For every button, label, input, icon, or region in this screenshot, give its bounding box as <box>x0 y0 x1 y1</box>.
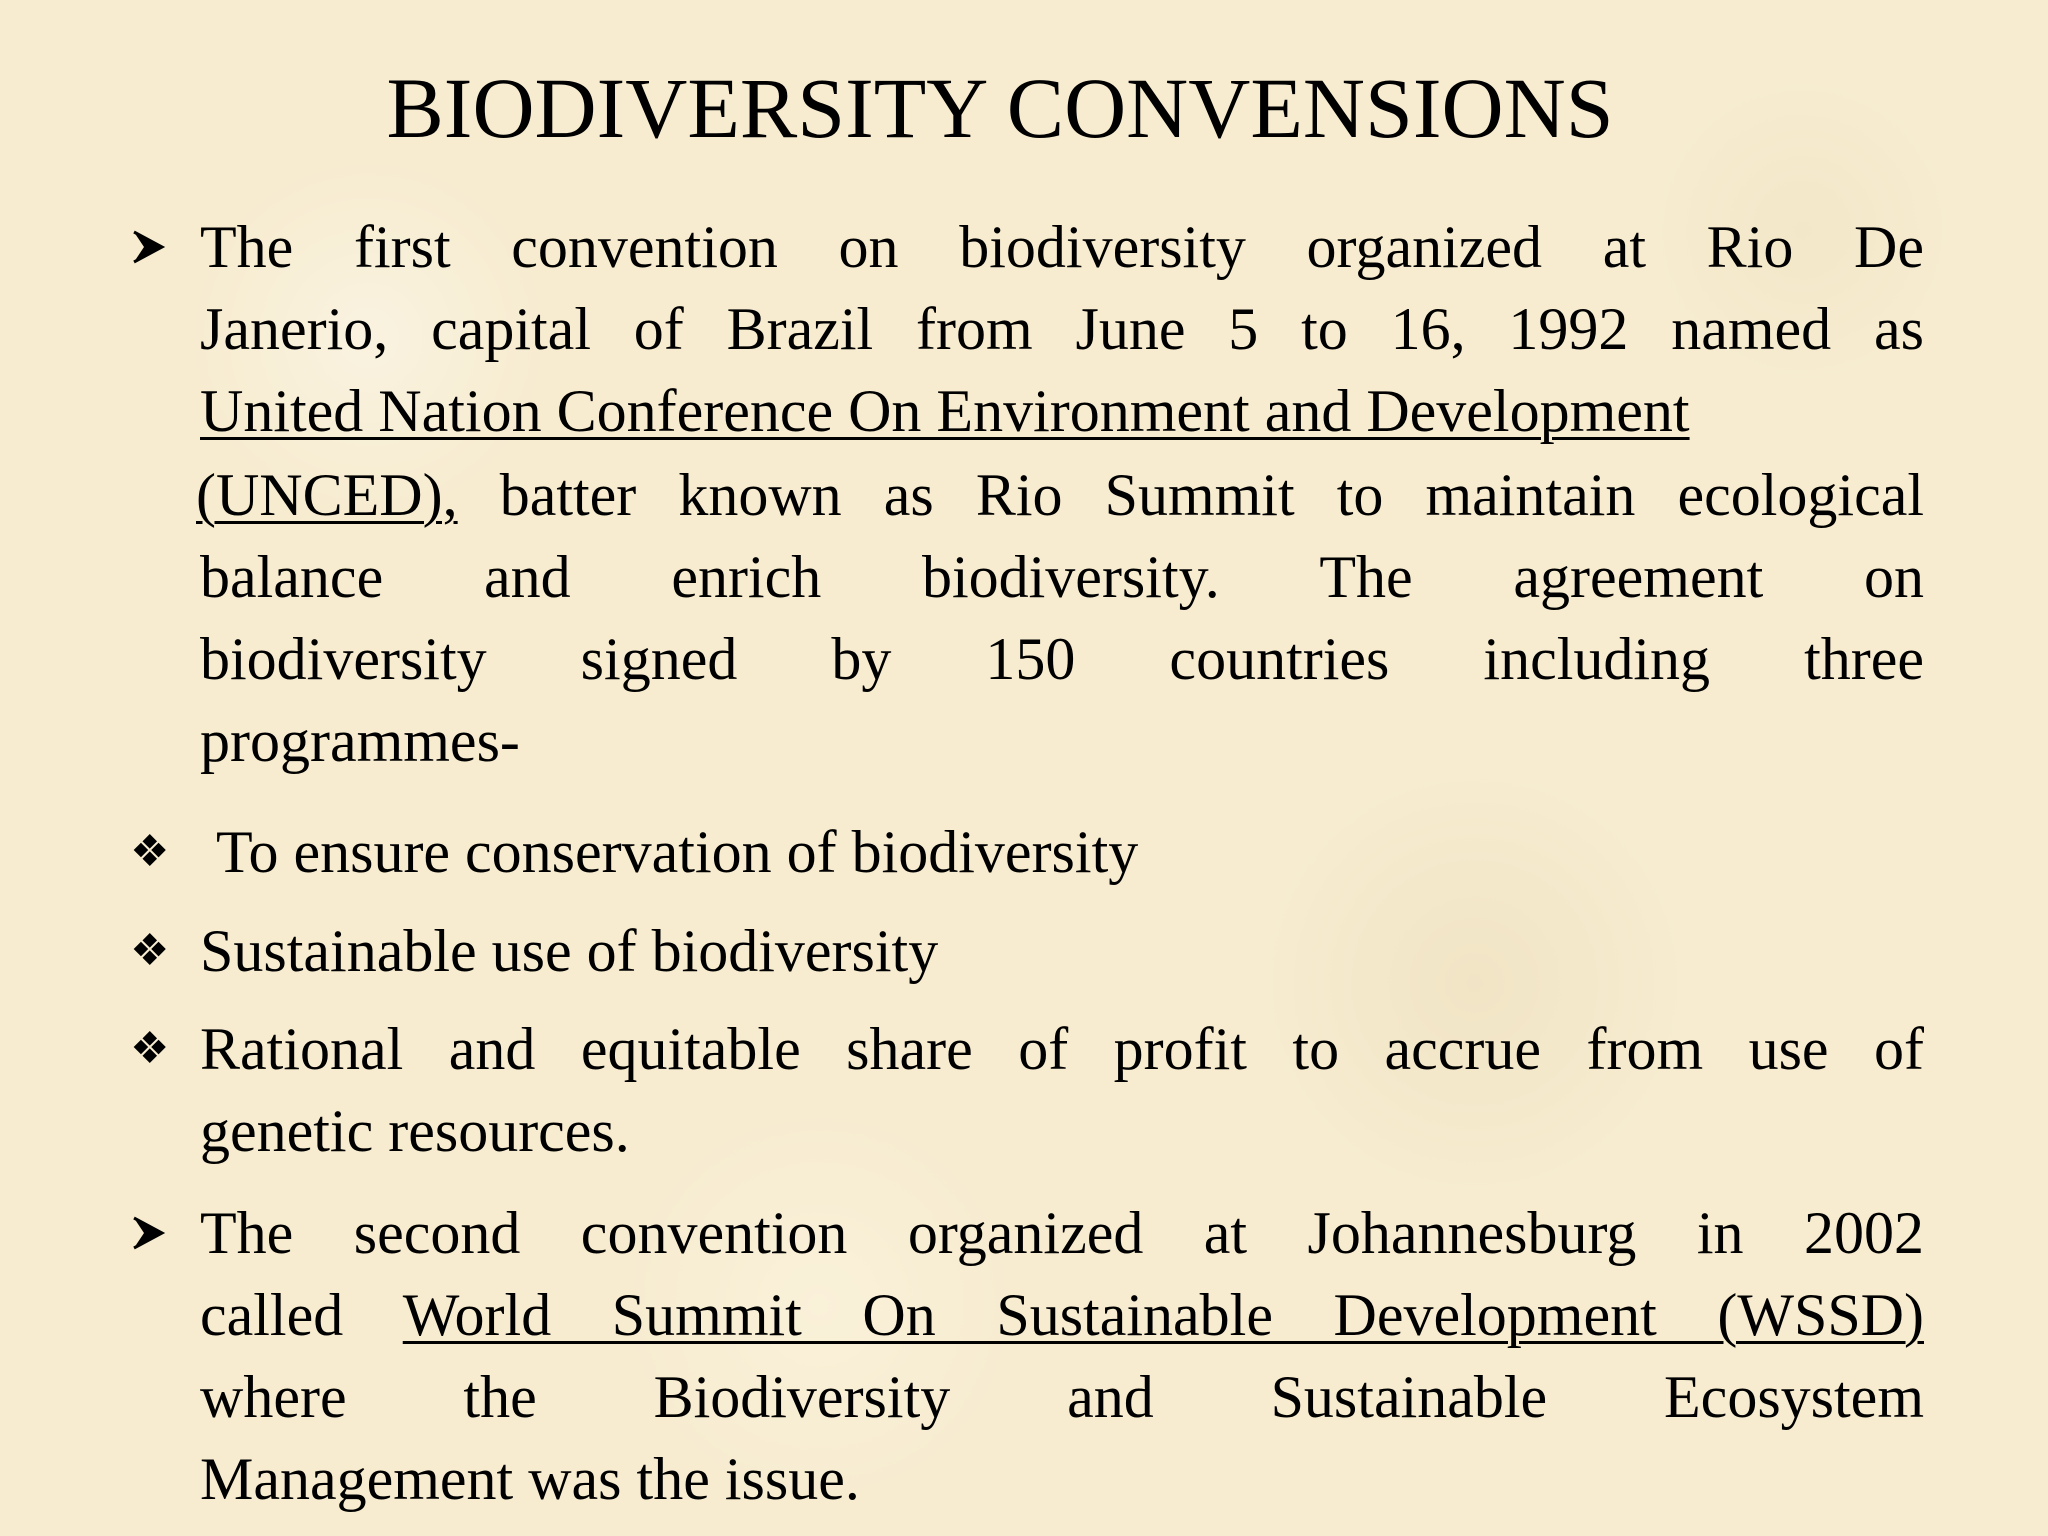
arrow-bullet-icon <box>130 206 166 264</box>
unced-link-text <box>200 370 1924 452</box>
text-line: balance and enrich biodiversity. The agreement on <box>200 544 1924 610</box>
programme-text <box>216 811 1940 893</box>
text-line <box>200 1274 1924 1356</box>
text-fragment: batter known as Rio Summit to maintain ecological <box>457 462 1924 528</box>
text-line <box>196 454 1924 536</box>
programme-text <box>200 1008 1924 1172</box>
slide-title: BIODIVERSITY CONVENSIONS <box>386 60 1614 156</box>
unced-name: United Nation Conference On Environment and Development <box>200 378 1690 444</box>
text-line: where the Biodiversity and Sustainable Ecosystem <box>200 1364 1924 1430</box>
text-line: Sustainable use of biodiversity <box>200 918 939 984</box>
text-line: genetic resources. <box>200 1098 630 1164</box>
text-line: programmes- <box>200 708 520 774</box>
diamond-bullet-icon: ❖ <box>130 1024 170 1073</box>
arrow-bullet-icon <box>130 1192 166 1250</box>
text-line: The second convention organized at Johannesburg in 2002 <box>200 1200 1924 1266</box>
programme-text <box>200 910 1924 992</box>
first-convention-text <box>196 206 1924 782</box>
text-line: To ensure conservation of biodiversity <box>216 819 1139 885</box>
wssd-name: World Summit On Sustainable Development (WSSD) <box>402 1282 1924 1348</box>
text-line: Rational and equitable share of profit to accrue from use of <box>200 1016 1924 1082</box>
second-convention-text <box>200 1192 1924 1520</box>
text-line: Management was the issue. <box>200 1446 860 1512</box>
diamond-bullet-icon: ❖ <box>130 926 170 975</box>
text-line: The first convention on biodiversity organized at Rio De <box>200 214 1924 280</box>
unced-abbr: (UNCED), <box>196 462 458 528</box>
text-line: Janerio, capital of Brazil from June 5 to 16, 1992 named as <box>200 296 1924 362</box>
text-fragment: called <box>200 1282 403 1348</box>
text-line: biodiversity signed by 150 countries including three <box>200 626 1924 692</box>
diamond-bullet-icon: ❖ <box>130 827 170 876</box>
